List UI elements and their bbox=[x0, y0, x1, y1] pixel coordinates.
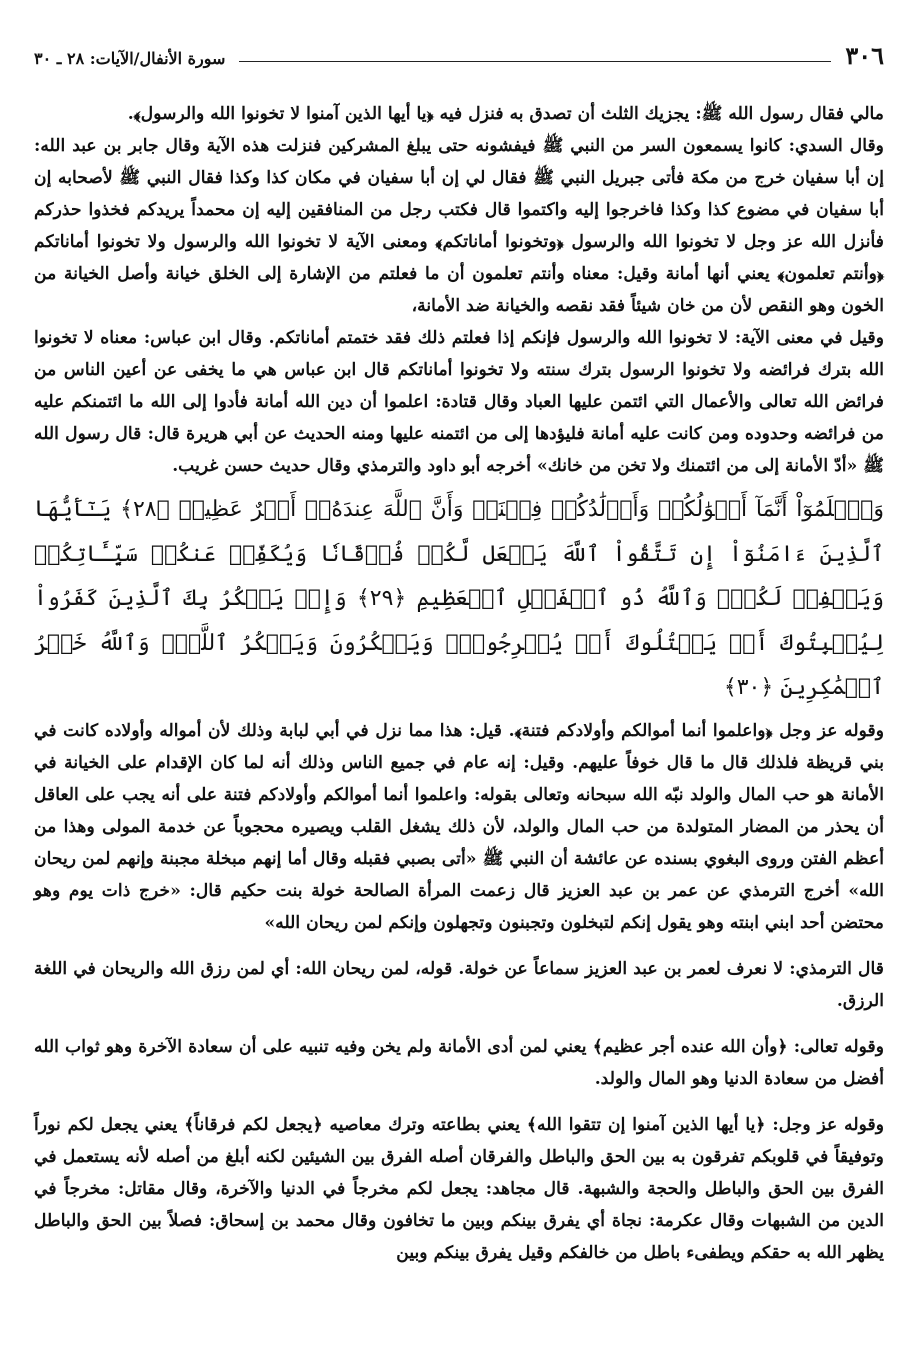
paragraph: وقوله عز وجل ﴿واعلموا أنما أموالكم وأولادكم فتنة﴾. قيل: هذا مما نزل في أبي لبابة وذلك لأن أمواله وأولاده كانت في بني قريظة فلذلك قال ما قال خوفاً عليهم. وقيل: إنه عام في جميع الناس وذلك أنه لما كان الإقدام على الخيانة في الأمانة هو حب المال والولد نبّه الله سبحانه وتعالى بقوله: واعلموا أنما أموالكم وأولادكم فتنة على أنه يجب على العاقل أن يحذر من المضار المتولدة من حب المال والولد، لأن ذلك يشغل القلب ويصيره محجوباً عن خدمة المولى وهذا من أعظم الفتن وروى البغوي بسنده عن عائشة أن النبي ﷺ «أتى بصبي فقبله وقال أما إنهم مبخلة مجبنة وإنهم لمن ريحان الله» أخرج الترمذي عن عمر بن عبد العزيز قال زعمت المرأة الصالحة خولة بنت حكيم قال: «خرج ذات يوم وهو محتضن أحد ابني ابنته وهو يقول إنكم لتبخلون وتجبنون وتجهلون وإنكم لمن ريحان الله» bbox=[34, 720, 884, 933]
paragraph: وقال السدي: كانوا يسمعون السر من النبي ﷺ فيفشونه حتى يبلغ المشركين فنزلت هذه الآية وقال جابر بن عبد الله: إن أبا سفيان خرج من مكة فأتى جبريل النبي ﷺ فقال لي إن أبا سفيان في مكان كذا وكذا فقال النبي ﷺ لأصحابه إن أبا سفيان في مضوع كذا وكذا فاخرجوا إليه واكتموا قال فكتب رجل من المنافقين إليه إن محمداً يريدكم فخذوا حذركم فأنزل الله عز وجل لا تخونوا الله والرسول ﴿وتخونوا أماناتكم﴾ ومعنى الآية لا تخونوا الله والرسول ولا تخونوا أماناتكم ﴿وأنتم تعلمون﴾ يعني أنها أمانة وقيل: معناه وأنتم تعلمون أن ما فعلتم من الإشارة إلى الخلق خيانة وأصل الخيانة من الخون وهو النقص لأن من خان شيئاً فقد نقصه والخيانة ضد الأمانة، bbox=[34, 136, 884, 316]
paragraph: مالي فقال رسول الله ﷺ: يجزيك الثلث أن تصدق به فنزل فيه ﴿يا أيها الذين آمنوا لا تخونوا الله والرسول﴾. bbox=[127, 104, 884, 124]
header-divider bbox=[239, 61, 831, 62]
paragraph: قال الترمذي: لا نعرف لعمر بن عبد العزيز سماعاً عن خولة. قوله، لمن ريحان الله: أي لمن رزق الله والريحان في اللغة الرزق. bbox=[34, 958, 884, 1011]
paragraph: وقوله تعالى: ﴿وأن الله عنده أجر عظيم﴾ يعني لمن أدى الأمانة ولم يخن وفيه تنبيه على أن سعادة الآخرة وهو ثواب الله أفضل من سعادة الدنيا وهو المال والولد. bbox=[34, 1036, 884, 1089]
paragraph: وقوله عز وجل: ﴿يا أيها الذين آمنوا إن تتقوا الله﴾ يعني بطاعته وترك معاصيه ﴿يجعل لكم فرقاناً﴾ يعني يجعل لكم نوراً وتوفيقاً في قلوبكم تفرقون به بين الحق والباطل والفرقان أصله الفرق بين الشيئين لكنه أبلغ من أصله لأنه يستعمل في الفرق بين الحق والباطل والحجة والشبهة. قال مجاهد: يجعل لكم مخرجاً في الدنيا والآخرة، وقال مقاتل: مخرجاً في الدين من الشبهات وقال عكرمة: نجاة أي يفرق بينكم وبين ما تخافون وقال محمد بن إسحاق: فصلاً بين الحق والباطل يظهر الله به حقكم ويطفىء باطل من خالفكم وقيل يفرق بينكم وبين bbox=[34, 1114, 884, 1263]
page-number: ٣٠٦ bbox=[845, 41, 884, 70]
quran-verses: وَٱعۡلَمُوٓاْ أَنَّمَآ أَمۡوَٰلُكُمۡ وَأَوۡلَٰدُكُمۡ فِتۡنَةٞ وَأَنَّ ٱللَّهَ عِندَهُۥٓ أَجۡرٌ عَظِيمٞ ﴿٢٨﴾ يَـٰٓأَيُّهَا ٱلَّذِينَ ءَامَنُوٓاْ إِن تَتَّقُواْ ٱللَّهَ يَجۡعَل لَّكُمۡ فُرۡقَانٗا وَيُكَفِّرۡ عَنكُمۡ سَيِّـَٔاتِكُمۡ وَيَغۡفِرۡ لَكُمۡۗ وَٱللَّهُ ذُو ٱلۡفَضۡلِ ٱلۡعَظِيمِ ﴿٢٩﴾ وَإِذۡ يَمۡكُرُ بِكَ ٱلَّذِينَ كَفَرُواْ لِيُثۡبِتُوكَ أَوۡ يَقۡتُلُوكَ أَوۡ يُخۡرِجُوكَۚ وَيَمۡكُرُونَ وَيَمۡكُرُ ٱللَّهُۖ وَٱللَّهُ خَيۡرُ ٱلۡمَٰكِرِينَ ﴿٣٠﴾ bbox=[34, 497, 884, 700]
page-body bbox=[34, 98, 884, 1269]
surah-title: سورة الأنفال/الآيات: ٢٨ ـ ٣٠ bbox=[34, 49, 226, 68]
paragraph: وقيل في معنى الآية: لا تخونوا الله والرسول فإنكم إذا فعلتم ذلك فقد ختمتم أماناتكم. وقال ابن عباس: معناه لا تخونوا الله بترك فرائضه ولا تخونوا الرسول بترك سنته ولا تخونوا أماناتكم قال ابن عباس هي ما يخفى عن أعين الناس من فرائض الله تعالى والأعمال التي ائتمن عليها العباد وقال قتادة: اعلموا أن دين الله أمانة فأدوا إلى الله ما ائتمنكم عليه من فرائضه وحدوده ومن كانت عليه أمانة فليؤدها إلى من ائتمنه عليها ومنه الحديث عن أبي هريرة قال: قال رسول الله ﷺ «أدّ الأمانة إلى من ائتمنك ولا تخن من خانك» أخرجه أبو داود والترمذي وقال حديث حسن غريب. bbox=[34, 328, 884, 476]
page-header bbox=[34, 38, 884, 72]
